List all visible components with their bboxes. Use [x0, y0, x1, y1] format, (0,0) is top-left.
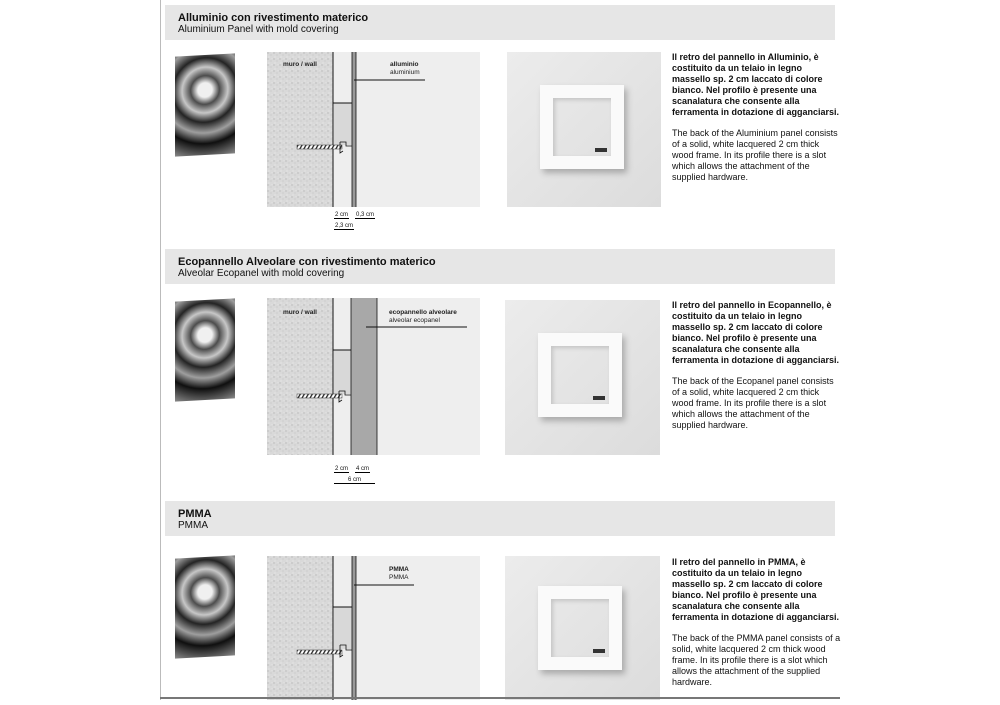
dimension-total: 6 cm [334, 477, 375, 484]
section-header [165, 501, 835, 536]
panel-thumbnail [175, 298, 235, 401]
panel-label-en: PMMA [389, 574, 409, 581]
mounting-diagram [267, 556, 480, 700]
dimension-total: 2,3 cm [335, 223, 354, 229]
description-en: The back of the PMMA panel consists of a solid, white lacquered 2 cm thick wood frame. In its profile there is a slot which allows the attachment of the supplied hardware. [672, 633, 841, 687]
panel-back-photo [505, 556, 660, 700]
mounting-diagram [267, 298, 480, 453]
bottom-rule [160, 697, 840, 699]
section-title-it: Alluminio con rivestimento materico [178, 12, 369, 24]
description-it: Il retro del pannello in Ecopannello, è costituito da un telaio in legno massello sp. 2 cm laccato di colore bianco. Nel profilo è presente una scanalatura che consente alla ferramenta in dotazione di agganciarsi. [672, 300, 840, 365]
dimension-panel: 4 cm [356, 466, 370, 472]
page-edge [160, 0, 161, 700]
dimension-frame: 2 cm [335, 466, 349, 472]
section-title-it: PMMA [178, 508, 212, 520]
section-title-it: Ecopannello Alveolare con rivestimento materico [178, 256, 436, 268]
wall-label: muro / wall [283, 61, 317, 68]
description-it: Il retro del pannello in Alluminio, è costituito da un telaio in legno massello sp. 2 cm laccato di colore bianco. Nel profilo è presente una scanalatura che consente alla ferramenta in dotazione di agganciarsi. [672, 52, 840, 117]
mounting-diagram [267, 52, 480, 207]
description [672, 557, 842, 688]
section-title-en: Alveolar Ecopanel with mold covering [178, 268, 345, 279]
dimension-panel: 0,3 cm [356, 212, 375, 218]
panel-label-en: aluminium [390, 69, 420, 76]
panel-back-photo [505, 300, 660, 455]
description [672, 52, 842, 183]
section-header [165, 249, 835, 284]
panel-thumbnail [175, 555, 235, 658]
panel-label-it: PMMA [389, 566, 409, 573]
description-en: The back of the Ecopanel panel consists of a solid, white lacquered 2 cm thick wood frame. In its profile there is a slot which allows the attachment of the supplied hardware. [672, 376, 834, 430]
description [672, 300, 842, 431]
panel-label-en: alveolar ecopanel [389, 317, 440, 324]
panel-label-it: ecopannello alveolare [389, 309, 457, 316]
panel-back-photo [507, 52, 661, 207]
wall-label: muro / wall [283, 309, 317, 316]
panel-label-it: alluminio [390, 61, 419, 68]
section-title-en: Aluminium Panel with mold covering [178, 24, 339, 35]
description-it: Il retro del pannello in PMMA, è costituito da un telaio in legno massello sp. 2 cm laccato di colore bianco. Nel profilo è presente una scanalatura che consente alla ferramenta in dotazione di agganciarsi. [672, 557, 840, 622]
panel-thumbnail [175, 53, 235, 156]
dimension-frame: 2 cm [335, 212, 349, 218]
section-header [165, 5, 835, 40]
description-en: The back of the Aluminium panel consists of a solid, white lacquered 2 cm thick wood frame. In its profile there is a slot which allows the attachment of the supplied hardware. [672, 128, 838, 182]
section-title-en: PMMA [178, 520, 208, 531]
